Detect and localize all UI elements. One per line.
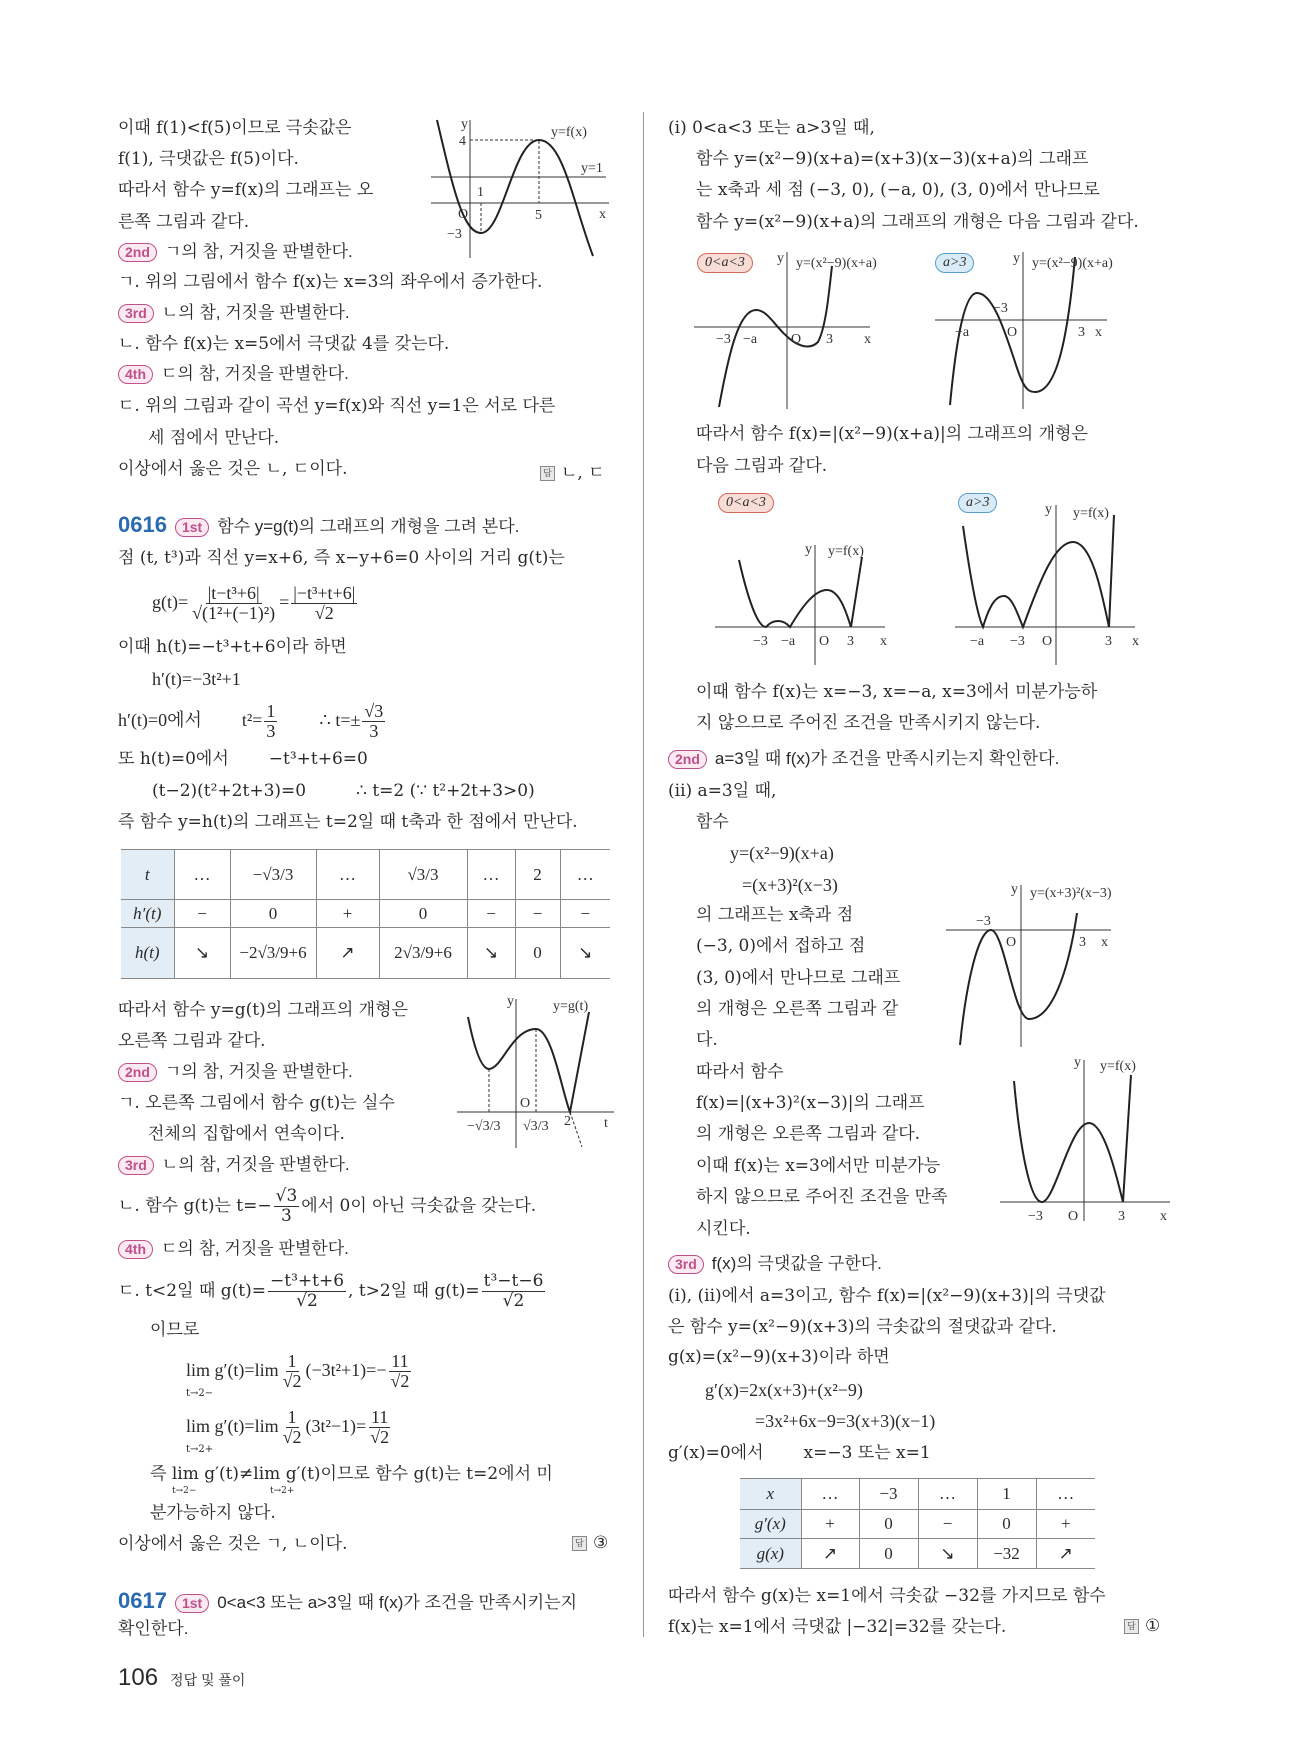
text-line: 지 않으므로 주어진 조건을 만족시키지 않는다. [696, 713, 1041, 733]
variation-table-h [121, 849, 610, 979]
table-cell: ↗ [316, 928, 379, 979]
text-line [668, 1442, 931, 1464]
table-cell: − [515, 900, 560, 928]
graph-cubic-a3 [946, 882, 1170, 1047]
table-cell: −2√3/9+6 [230, 928, 316, 979]
label: O [1042, 634, 1053, 649]
step-text: ㄴ의 참, 거짓을 판별한다. [161, 1155, 350, 1174]
formula-part: x=−3 또는 x=1 [803, 1443, 931, 1463]
table-cell: 0 [859, 1510, 918, 1539]
text-line: 은 함수 y=(x²−9)(x+3)의 극솟값의 절댓값과 같다. [668, 1317, 1057, 1337]
label: −3 [447, 227, 462, 242]
label: y=f(x) [828, 544, 864, 559]
column-divider [643, 112, 644, 1637]
case-badge: 0<a<3 [718, 493, 774, 513]
fraction [281, 1352, 304, 1391]
table-cell: … [174, 850, 230, 900]
text-line: (ii) a=3일 때, [668, 781, 777, 801]
text-line: h′(t)=−3t²+1 [152, 669, 241, 689]
text-line: ㄱ. 위의 그림에서 함수 f(x)는 x=3의 좌우에서 증가한다. [118, 272, 543, 292]
table-cell: ↘ [174, 928, 230, 979]
label: y [1011, 882, 1018, 897]
step-heading [668, 748, 1059, 770]
footer-title: 정답 및 풀이 [170, 1672, 246, 1688]
text-line: 이때 함수 f(x)는 x=−3, x=−a, x=3에서 미분가능하 [696, 682, 1098, 702]
table-cell: √3/3 [379, 850, 467, 900]
formula-part: ㄷ. t<2일 때 g(t)= [118, 1281, 266, 1301]
table-cell: h′(t) [121, 900, 174, 928]
label: O [1068, 1209, 1079, 1224]
text-line: 이므로 [150, 1320, 200, 1340]
label: t [604, 1116, 608, 1131]
answer [572, 1533, 608, 1553]
denominator: 3 [281, 1206, 292, 1226]
numerator: 1 [266, 701, 276, 722]
graph-cubic-case2 [935, 252, 1165, 409]
table-cell: 0 [230, 900, 316, 928]
graph-cubic-case1 [694, 252, 924, 409]
case-badge: 0<a<3 [697, 253, 753, 273]
text-line: 함수 y=(x²−9)(x+a)의 그래프의 개형은 다음 그림과 같다. [696, 212, 1139, 232]
fraction [482, 1272, 546, 1311]
limit-subscript: t→2+ [186, 1444, 214, 1455]
label: 3 [1105, 634, 1112, 649]
problem-heading [118, 514, 519, 538]
table-cell: g′(x) [740, 1510, 801, 1539]
text-line: 따라서 함수 [696, 1062, 784, 1082]
answer-icon: 답 [1124, 1619, 1139, 1634]
fraction [281, 1408, 304, 1447]
label: O [1007, 325, 1018, 340]
limit-subscript: t→2+ [270, 1486, 295, 1496]
label: x [1160, 1209, 1167, 1224]
step-badge: 4th [118, 1240, 153, 1259]
text-line: 이때 h(t)=−t³+t+6이라 하면 [118, 637, 347, 657]
denominator: √2 [314, 603, 334, 624]
text-line: 의 그래프는 x축과 점 [696, 905, 854, 925]
answer-value: ① [1145, 1616, 1161, 1636]
answer-value: ㄴ, ㄷ [561, 463, 605, 483]
table-cell: 0 [977, 1510, 1036, 1539]
denominator: √2 [282, 1427, 302, 1448]
text-line: 는 x축과 세 점 (−3, 0), (−a, 0), (3, 0)에서 만나므로 [696, 180, 1100, 200]
label: y=1 [581, 161, 603, 176]
footer [118, 1664, 245, 1692]
text-line [118, 700, 387, 741]
text-line: (i), (ii)에서 a=3이고, 함수 f(x)=|(x²−9)(x+3)|의 극댓값 [668, 1286, 1106, 1306]
step-text: ㄴ의 참, 거짓을 판별한다. [161, 303, 350, 322]
text-line: 이때 f(x)는 x=3에서만 미분가능 [696, 1156, 941, 1176]
label: y=(x²−9)(x+a) [796, 256, 877, 271]
step-text: ㄷ의 참, 거짓을 판별한다. [161, 1239, 349, 1258]
numerator: 11 [370, 1407, 389, 1428]
fraction [190, 584, 277, 623]
text-line: 함수 y=(x²−9)(x+a)=(x+3)(x−3)(x+a)의 그래프 [696, 149, 1089, 169]
label: 2 [564, 1114, 571, 1129]
step-text: ㄱ의 참, 거짓을 판별한다. [164, 242, 353, 261]
formula-part: 또 h(t)=0에서 [118, 749, 229, 769]
table-cell: ↘ [918, 1539, 977, 1569]
text-line: =3x²+6x−9=3(x+3)(x−1) [755, 1411, 936, 1431]
label: x [864, 332, 871, 347]
label: y [1013, 251, 1020, 266]
step-text: 확인한다. [118, 1619, 189, 1638]
text-line: 의 개형은 오른쪽 그림과 같 [696, 999, 899, 1019]
formula-part: (t−2)(t²+2t+3)=0 [152, 781, 307, 801]
label: 3 [826, 332, 833, 347]
table-cell: 0 [859, 1539, 918, 1569]
denominator: √2 [370, 1427, 390, 1448]
fraction [291, 584, 357, 623]
curve [719, 266, 832, 407]
text-line: 점 (t, t³)과 직선 y=x+6, 즉 x−y+6=0 사이의 거리 g(t)는 [118, 548, 565, 568]
step-badge: 2nd [118, 1063, 157, 1082]
label: O [1006, 935, 1017, 950]
step-text: 함수 y=g(t)의 그래프의 개형을 그려 본다. [217, 517, 520, 536]
problem-heading [118, 1590, 577, 1614]
step-text: a=3일 때 f(x)가 조건을 만족시키는지 확인한다. [714, 749, 1060, 768]
formula-part: = [279, 592, 290, 612]
text-line: g(x)=(x²−9)(x+3)이라 하면 [668, 1347, 890, 1367]
step-heading [118, 363, 349, 385]
table-cell: ↗ [1036, 1539, 1095, 1569]
text-line: ㄱ. 오른쪽 그림에서 함수 g(t)는 실수 [118, 1093, 395, 1113]
table-cell: −√3/3 [230, 850, 316, 900]
fraction [268, 1272, 346, 1311]
label: −3 [753, 634, 768, 649]
step-text: 0<a<3 또는 a>3일 때 f(x)가 조건을 만족시키는지 [217, 1593, 578, 1612]
label: y [777, 251, 784, 266]
table-cell: −32 [977, 1539, 1036, 1569]
label: 3 [1118, 1209, 1125, 1224]
formula-part: 에서 0이 아닌 극솟값을 갖는다. [301, 1196, 537, 1216]
limit-subscript: t→2− [172, 1486, 197, 1496]
label: O [791, 332, 802, 347]
dotted-extension [570, 1112, 582, 1147]
fraction [264, 702, 277, 741]
text-line: 따라서 함수 y=f(x)의 그래프는 오 [118, 180, 374, 200]
label: −3 [1028, 1209, 1043, 1224]
text-line: ㄴ. 함수 f(x)는 x=5에서 극댓값 4를 갖는다. [118, 334, 450, 354]
limit-line [186, 1350, 413, 1391]
label: x [1101, 935, 1108, 950]
formula-part: ㄴ. 함수 g(t)는 t=− [118, 1196, 272, 1216]
label: 3 [847, 634, 854, 649]
graph-g-t [457, 994, 614, 1148]
numerator: |t−t³+6| [207, 583, 260, 604]
step-badge: 3rd [118, 1156, 154, 1175]
curve [739, 557, 862, 627]
text-line: f(1), 극댓값은 f(5)이다. [118, 149, 299, 169]
label: 5 [535, 208, 542, 223]
answer [1124, 1616, 1160, 1636]
numerator: 11 [391, 1351, 409, 1372]
table-cell: … [316, 850, 379, 900]
label: −3 [716, 332, 731, 347]
table-cell: + [1036, 1510, 1095, 1539]
table-cell: −3 [859, 1479, 918, 1510]
text-line: (3, 0)에서 만나므로 그래프 [696, 968, 901, 988]
formula-part: ∴ t=2 (∵ t²+2t+3>0) [356, 781, 535, 801]
table-cell: g(x) [740, 1539, 801, 1569]
denominator: √2 [502, 1291, 525, 1311]
formula-part: h′(t)=0에서 [118, 710, 202, 730]
text-line: 따라서 함수 g(x)는 x=1에서 극솟값 −32를 가지므로 함수 [668, 1586, 1106, 1606]
text-line: 시킨다. [696, 1219, 751, 1239]
table-cell: … [801, 1479, 859, 1510]
text-line [118, 748, 368, 770]
text-line: 이상에서 옳은 것은 ㄱ, ㄴ이다. [118, 1534, 348, 1554]
step-badge: 2nd [668, 750, 707, 769]
formula-part: g′(x)=0에서 [668, 1443, 764, 1463]
label: y=f(x) [1073, 506, 1109, 521]
text-line: (i) 0<a<3 또는 a>3일 때, [668, 118, 875, 138]
answer-icon: 답 [540, 466, 555, 481]
text-line: 즉 lim g′(t)≠lim g′(t)이므로 함수 g(t)는 t=2에서 미 [150, 1464, 553, 1484]
table-cell: ↗ [801, 1539, 859, 1569]
table-cell: … [1036, 1479, 1095, 1510]
table-cell: + [801, 1510, 859, 1539]
step-heading [118, 302, 350, 324]
graph-f-cubic [431, 118, 616, 258]
text-line: 오른쪽 그림과 같다. [118, 1031, 266, 1051]
step-text: f(x)의 극댓값을 구한다. [711, 1254, 882, 1273]
formula-part: g(t)= [152, 592, 189, 612]
text-line: y=(x²−9)(x+a) [730, 843, 834, 863]
text-line: f(x)=|(x+3)²(x−3)|의 그래프 [696, 1093, 925, 1113]
table-cell: h(t) [121, 928, 174, 979]
label: −a [781, 634, 796, 649]
text-line: 전체의 집합에서 연속이다. [148, 1124, 345, 1144]
denominator: √2 [390, 1371, 410, 1392]
step-heading [118, 1154, 350, 1176]
formula-part: (3t²−1)= [305, 1416, 367, 1436]
label: y=f(x) [551, 125, 587, 140]
text-line: 따라서 함수 y=g(t)의 그래프의 개형은 [118, 1000, 408, 1020]
text-line: 의 개형은 오른쪽 그림과 같다. [696, 1124, 921, 1144]
step-heading [118, 1238, 349, 1260]
page-number: 106 [118, 1664, 159, 1691]
denominator: √(1²+(−1)²) [192, 603, 276, 624]
formula-g [152, 582, 359, 623]
text-line: 분가능하지 않다. [150, 1503, 276, 1523]
label: O [520, 1096, 531, 1111]
graph-abs-case2 [955, 502, 1165, 665]
label: 3 [1078, 325, 1085, 340]
table-cell: … [918, 1479, 977, 1510]
label: √3/3 [523, 1119, 549, 1134]
label: 3 [1079, 935, 1086, 950]
numerator: |−t³+t+6| [293, 583, 356, 604]
text-line: ㄷ. 위의 그림과 같이 곡선 y=f(x)와 직선 y=1은 서로 다른 [118, 396, 556, 416]
label: −a [970, 634, 985, 649]
fraction [388, 1352, 411, 1391]
label: x [1132, 634, 1139, 649]
text-line: g′(x)=2x(x+3)+(x²−9) [705, 1380, 863, 1400]
label: x [1095, 325, 1102, 340]
formula-part: lim g′(t)=lim [186, 1416, 279, 1436]
answer-value: ③ [593, 1533, 609, 1553]
label: y=(x²−9)(x+a) [1032, 256, 1113, 271]
table-cell: − [174, 900, 230, 928]
denominator: √2 [296, 1291, 318, 1311]
table-cell: ↘ [467, 928, 515, 979]
text-line: 다. [696, 1030, 718, 1050]
label: −√3/3 [467, 1119, 501, 1134]
label: y=g(t) [553, 999, 589, 1014]
case-badge: a>3 [958, 493, 997, 513]
denominator: 3 [369, 721, 379, 742]
step-badge: 1st [175, 1594, 209, 1613]
curve [963, 515, 1114, 627]
label: −a [743, 332, 758, 347]
table-cell: − [467, 900, 515, 928]
text-line: 즉 함수 y=h(t)의 그래프는 t=2일 때 t축과 한 점에서 만난다. [118, 812, 578, 832]
formula-part: (−3t²+1)=− [305, 1360, 387, 1380]
numerator: √3 [275, 1186, 298, 1206]
table-cell: t [121, 850, 174, 900]
table-cell: 1 [977, 1479, 1036, 1510]
step-badge: 3rd [668, 1255, 704, 1274]
label: y=f(x) [1100, 1059, 1136, 1074]
table-cell: − [560, 900, 610, 928]
step-badge: 3rd [118, 304, 154, 323]
text-line: 른쪽 그림과 같다. [118, 212, 250, 232]
fraction [362, 702, 385, 741]
numerator: 1 [287, 1351, 297, 1372]
label: −3 [1010, 634, 1025, 649]
label: 4 [459, 134, 466, 149]
label: x [599, 207, 606, 222]
table-cell: 2 [515, 850, 560, 900]
step-badge: 4th [118, 365, 153, 384]
text-line: f(x)는 x=1에서 극댓값 |−32|=32를 갖는다. [668, 1617, 1007, 1637]
table-cell: x [740, 1479, 801, 1510]
label: O [819, 634, 830, 649]
label: x [880, 634, 887, 649]
formula-part: t²= [241, 710, 263, 730]
text-line: 세 점에서 만난다. [148, 428, 280, 448]
label: −3 [993, 301, 1008, 316]
text-line: 함수 [696, 812, 729, 832]
step-heading [118, 241, 353, 263]
text-line: =(x+3)²(x−3) [742, 875, 838, 895]
graph-abs-a3 [1000, 1055, 1170, 1224]
numerator: 1 [287, 1407, 297, 1428]
label: 1 [477, 185, 484, 200]
answer-icon: 답 [572, 1536, 587, 1551]
formula-part: ∴ t=± [319, 710, 361, 730]
step-text: ㄷ의 참, 거짓을 판별한다. [161, 364, 349, 383]
step-badge: 1st [175, 518, 209, 537]
step-text: ㄱ의 참, 거짓을 판별한다. [164, 1062, 353, 1081]
label: −3 [976, 914, 991, 929]
text-line: 따라서 함수 f(x)=|(x²−9)(x+a)|의 그래프의 개형은 [696, 424, 1088, 444]
limit-line [186, 1406, 393, 1447]
text-line: 다음 그림과 같다. [696, 456, 828, 476]
problem-number: 0616 [118, 512, 167, 537]
text-line [118, 1271, 547, 1311]
answer [540, 458, 605, 483]
label: y [805, 542, 812, 557]
table-cell: 2√3/9+6 [379, 928, 467, 979]
table-cell: − [918, 1510, 977, 1539]
label: y [461, 117, 468, 132]
variation-table-g [740, 1478, 1095, 1569]
table-cell: 0 [379, 900, 467, 928]
table-cell: 0 [515, 928, 560, 979]
formula-part: −t³+t+6=0 [268, 749, 368, 769]
fraction [274, 1187, 300, 1226]
limit-subscript: t→2− [186, 1388, 214, 1399]
text-line: 이때 f(1)<f(5)이므로 극솟값은 [118, 118, 352, 138]
graph-abs-case1 [715, 535, 905, 665]
case-badge: a>3 [935, 253, 974, 273]
numerator: t³−t−6 [483, 1271, 544, 1291]
table-cell: … [467, 850, 515, 900]
curve [960, 913, 1077, 1045]
denominator: 3 [266, 721, 276, 742]
table-cell: … [560, 850, 610, 900]
text-line: 이상에서 옳은 것은 ㄴ, ㄷ이다. [118, 459, 348, 479]
formula-part: , t>2일 때 g(t)= [348, 1281, 480, 1301]
fraction [368, 1408, 391, 1447]
denominator: √2 [282, 1371, 302, 1392]
text-line [118, 1186, 536, 1226]
step-heading [118, 1061, 353, 1083]
text-line: 하지 않으므로 주어진 조건을 만족 [696, 1187, 948, 1207]
label: −a [955, 325, 970, 340]
formula-part: lim g′(t)=lim [186, 1360, 279, 1380]
table-cell: ↘ [560, 928, 610, 979]
label: y [507, 994, 514, 1009]
label: y [1074, 1055, 1081, 1070]
curve [1014, 1075, 1131, 1202]
label: O [458, 207, 469, 222]
label: y=(x+3)²(x−3) [1030, 886, 1112, 901]
numerator: √3 [364, 701, 384, 722]
step-heading [668, 1253, 882, 1275]
numerator: −t³+t+6 [270, 1271, 345, 1291]
label: y [1045, 502, 1052, 517]
table-cell: + [316, 900, 379, 928]
text-line [152, 780, 535, 802]
step-badge: 2nd [118, 243, 157, 262]
problem-number: 0617 [118, 1588, 167, 1613]
text-line: (−3, 0)에서 접하고 점 [696, 936, 866, 956]
